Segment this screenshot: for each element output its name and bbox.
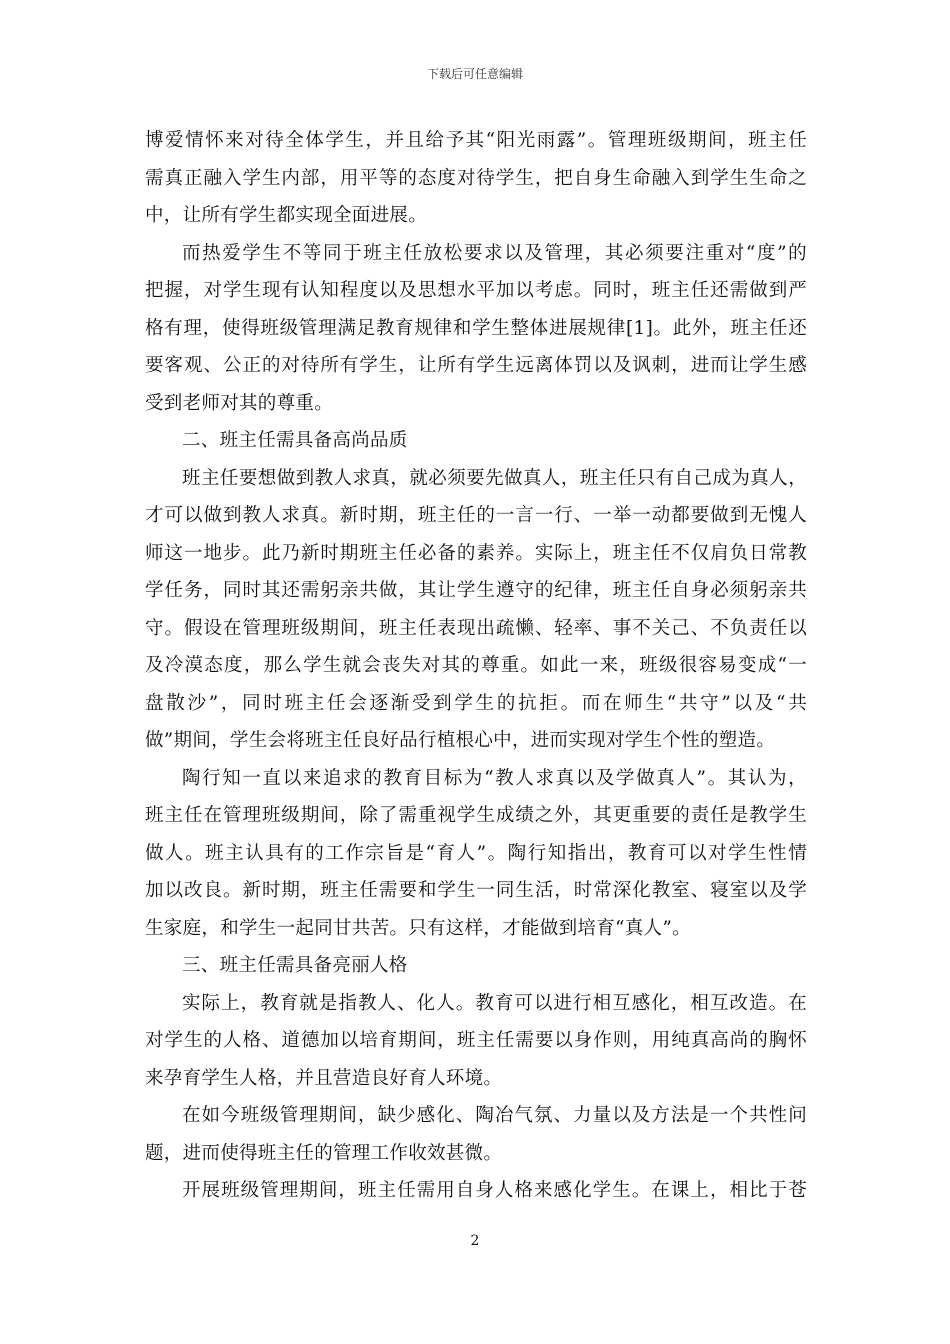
text-line: 要客观、公正的对待所有学生，让所有学生远离体罚以及讽刺，进而让学生感 [145, 355, 807, 376]
text-line: 受到老师对其的尊重。 [145, 392, 334, 414]
text-line: 师这一地步。此乃新时期班主任必备的素养。实际上，班主任不仅肩负日常教 [145, 542, 807, 564]
text-line: 开展班级管理期间，班主任需用自身人格来感化学生。在课上，相比于苍 [182, 1180, 807, 1201]
text-line: 来孕育学生人格，并且营造良好育人环境。 [145, 1067, 503, 1089]
text-line: 学任务，同时其还需躬亲共做，其让学生遵守的纪律，班主任自身必须躬亲共 [145, 580, 807, 601]
text-line: 生家庭，和学生一起同甘共苦。只有这样，才能做到培育“真人”。 [145, 917, 691, 939]
text-line: 中，让所有学生都实现全面进展。 [145, 205, 428, 226]
page-number: 2 [470, 1233, 480, 1249]
text-line: 对学生的人格、道德加以培育期间，班主任需要以身作则，用纯真高尚的胸怀 [145, 1030, 807, 1051]
text-line: 格有理，使得班级管理满足教育规律和学生整体进展规律[1]。此外，班主任还 [145, 317, 807, 339]
text-line: 博爱情怀来对待全体学生，并且给予其“阳光雨露”。管理班级期间，班主任 [145, 130, 807, 151]
text-line: 需真正融入学生内部，用平等的态度对待学生，把自身生命融入到学生生命之 [145, 167, 807, 189]
text-line: 而热爱学生不等同于班主任放松要求以及管理，其必须要注重对“度”的 [182, 242, 807, 264]
text-line: 才可以做到教人求真。新时期，班主任的一言一行、一举一动都要做到无愧人 [145, 505, 807, 526]
text-line: 及冷漠态度，那么学生就会丧失对其的尊重。如此一来，班级很容易变成“一 [145, 655, 807, 676]
text-line: 做”期间，学生会将班主任良好品行植根心中，进而实现对学生个性的塑造。 [145, 730, 776, 751]
text-line: 三、班主任需具备亮丽人格 [182, 955, 408, 976]
document-body [145, 122, 807, 1210]
text-line: 做人。班主认具有的工作宗旨是“育人”。陶行知指出，教育可以对学生性情 [145, 842, 807, 864]
text-line: 加以改良。新时期，班主任需要和学生一同生活，时常深化教室、寝室以及学 [145, 880, 807, 901]
text-line: 陶行知一直以来追求的教育目标为“教人求真以及学做真人”。其认为， [182, 767, 807, 789]
text-line: 题，进而使得班主任的管理工作收效甚微。 [145, 1142, 503, 1164]
text-line: 二、班主任需具备高尚品质 [182, 430, 408, 451]
text-line: 班主任在管理班级期间，除了需重视学生成绩之外，其更重要的责任是教学生 [145, 805, 807, 826]
page-header: 下载后可任意编辑 [426, 67, 523, 81]
text-line: 在如今班级管理期间，缺少感化、陶冶气氛、力量以及方法是一个共性问 [182, 1105, 807, 1126]
text-line: 班主任要想做到教人求真，就必须要先做真人，班主任只有自己成为真人， [182, 467, 807, 489]
text-line: 盘散沙”，同时班主任会逐渐受到学生的抗拒。而在师生“共守”以及“共 [145, 692, 807, 714]
text-line: 守。假设在管理班级期间，班主任表现出疏懒、轻率、事不关己、不负责任以 [145, 617, 807, 639]
text-line: 实际上，教育就是指教人、化人。教育可以进行相互感化，相互改造。在 [182, 992, 807, 1014]
text-line: 把握，对学生现有认知程度以及思想水平加以考虑。同时，班主任还需做到严 [145, 280, 807, 301]
